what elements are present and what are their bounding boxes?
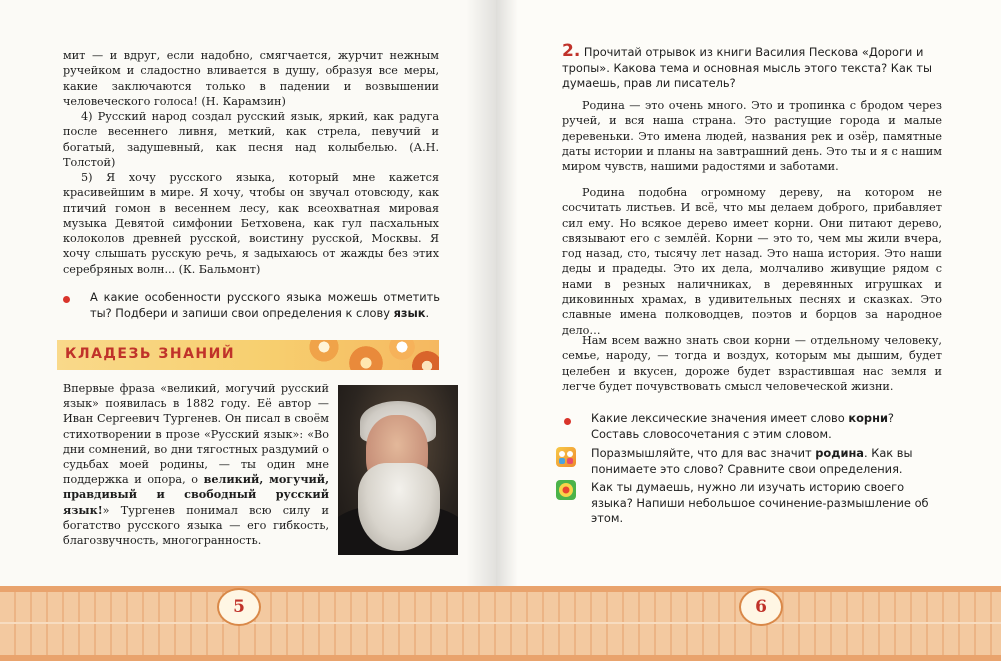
task-keyword: язык: [393, 305, 426, 320]
right-page: [496, 0, 1001, 661]
bullet-icon: [564, 418, 571, 425]
peskov-para-2: Родина подобна огромному дереву, на котором не сосчитать листьев. И всё, что мы делаем доброго, прибавляет сил ему. Но всякое дерево имеет корни. Они питают дерево, связывают его с землёй. Корни — это то, чем мы жили вчера, год назад, сто, тысячу лет назад. Это наша история. Это наши деды и прадеды. Это их дела, молчаливо живущие рядом с нами в резных наличниках, в деревянных игрушках и диковинных храмах, в удивительных песнях и сказках. Это славные имена полководцев, поэтов и борцов за народное дело…: [562, 186, 942, 337]
flower-ornament: [347, 344, 385, 370]
group-work-icon: [556, 447, 576, 467]
turgenev-text: Впервые фраза «великий, могучий русский язык» появилась в 1882 году. Её автор — Иван Сергеевич Тургенев. Он писал в своём стихотворении в прозе «Русский язык»: «Во дни сомнений, во дни тягостных раздумий о судьбах моей родины, — ты один мне поддержка и опора, о великий, могучий, правдивый и свободный русский язык!» Тургенев понимал всю силу и богатство русского языка — его гибкость, благозвучность, многогранность.: [63, 382, 330, 548]
task-question: А какие особенности русского языка можешь отметить ты? Подбери и запиши свои определения к слову язык.: [90, 290, 440, 320]
bullet-icon: [63, 296, 70, 303]
gutter-shadow: [496, 0, 518, 661]
knowledge-banner: [57, 340, 439, 370]
task-2-intro: 2. Прочитай отрывок из книги Василия Пескова «Дороги и тропы». Какова тема и основная мысль этого текста? Как ты думаешь, прав ли писатель?: [562, 41, 932, 91]
gutter-shadow: [466, 0, 496, 661]
page-number-left: 5: [217, 588, 261, 626]
banner-title: КЛАДЕЗЬ ЗНАНИЙ: [65, 346, 236, 362]
turgenev-portrait: [338, 385, 458, 555]
page-footer-ornament: [0, 586, 1001, 661]
keyword-rodina: родина: [815, 446, 864, 460]
task-number: 2.: [562, 41, 581, 61]
creative-task-icon: [556, 480, 576, 500]
question-1: Какие лексические значения имеет слово корни? Составь словосочетания с этим словом.: [591, 411, 894, 441]
quote-karamzin: мит — и вдруг, если надобно, смягчается, журчит нежным ручейком и сладостно вливается в душу, образуя все меры, какие заключаются только в падении и возвышении человеческого голоса! (Н. Карамзин): [63, 49, 439, 108]
quote-balmont: 5) Я хочу русского языка, который мне кажется красивейшим в мире. Я хочу, чтобы он звучал отовсюду, как птичий гомон в весеннем лесу, как всеохватная мировая музыка Девятой симфонии Бетховена, как гул пасхальных колоколов древней русской, воистину русской, Москвы. Я хочу слышать русскую речь, я задыхаюсь от жажды без этих серебряных волн... (К. Бальмонт): [63, 171, 439, 276]
turgenev-quote-bold: великий, могучий, правдивый и свободный русский язык!: [63, 472, 330, 517]
flower-ornament: [307, 340, 341, 364]
quote-tolstoy: 4) Русский народ создал русский язык, яркий, как радуга после весеннего ливня, меткий, как стрела, певучий и богатый, задушевный, как песня над колыбелью. (А.Н. Толстой): [63, 110, 439, 169]
peskov-para-3: Нам всем важно знать свои корни — отдельному человеку, семье, народу, — тогда и воздух, которым мы дышим, будет целебен и вкусен, дороже будет взрастившая нас земля и легче будет почувствовать смысл человеческой жизни.: [562, 334, 942, 393]
question-2: Поразмышляйте, что для вас значит родина. Как вы понимаете это слово? Сравните свои определения.: [591, 446, 913, 476]
page-number-right: 6: [739, 588, 783, 626]
question-3: Как ты думаешь, нужно ли изучать историю своего языка? Напиши небольшое сочинение-размышление об этом.: [591, 480, 929, 526]
keyword-korni: корни: [848, 411, 888, 425]
peskov-para-1: Родина — это очень много. Это и тропинка с бродом через ручей, и вся наша страна. Это растущие города и малые деревеньки. Это имена людей, названия рек и озёр, памятные даты истории и планы на завтрашний день. Это ты и я с нашим миром чувств, нашими радостями и заботами.: [562, 99, 942, 174]
left-page: [0, 0, 496, 661]
